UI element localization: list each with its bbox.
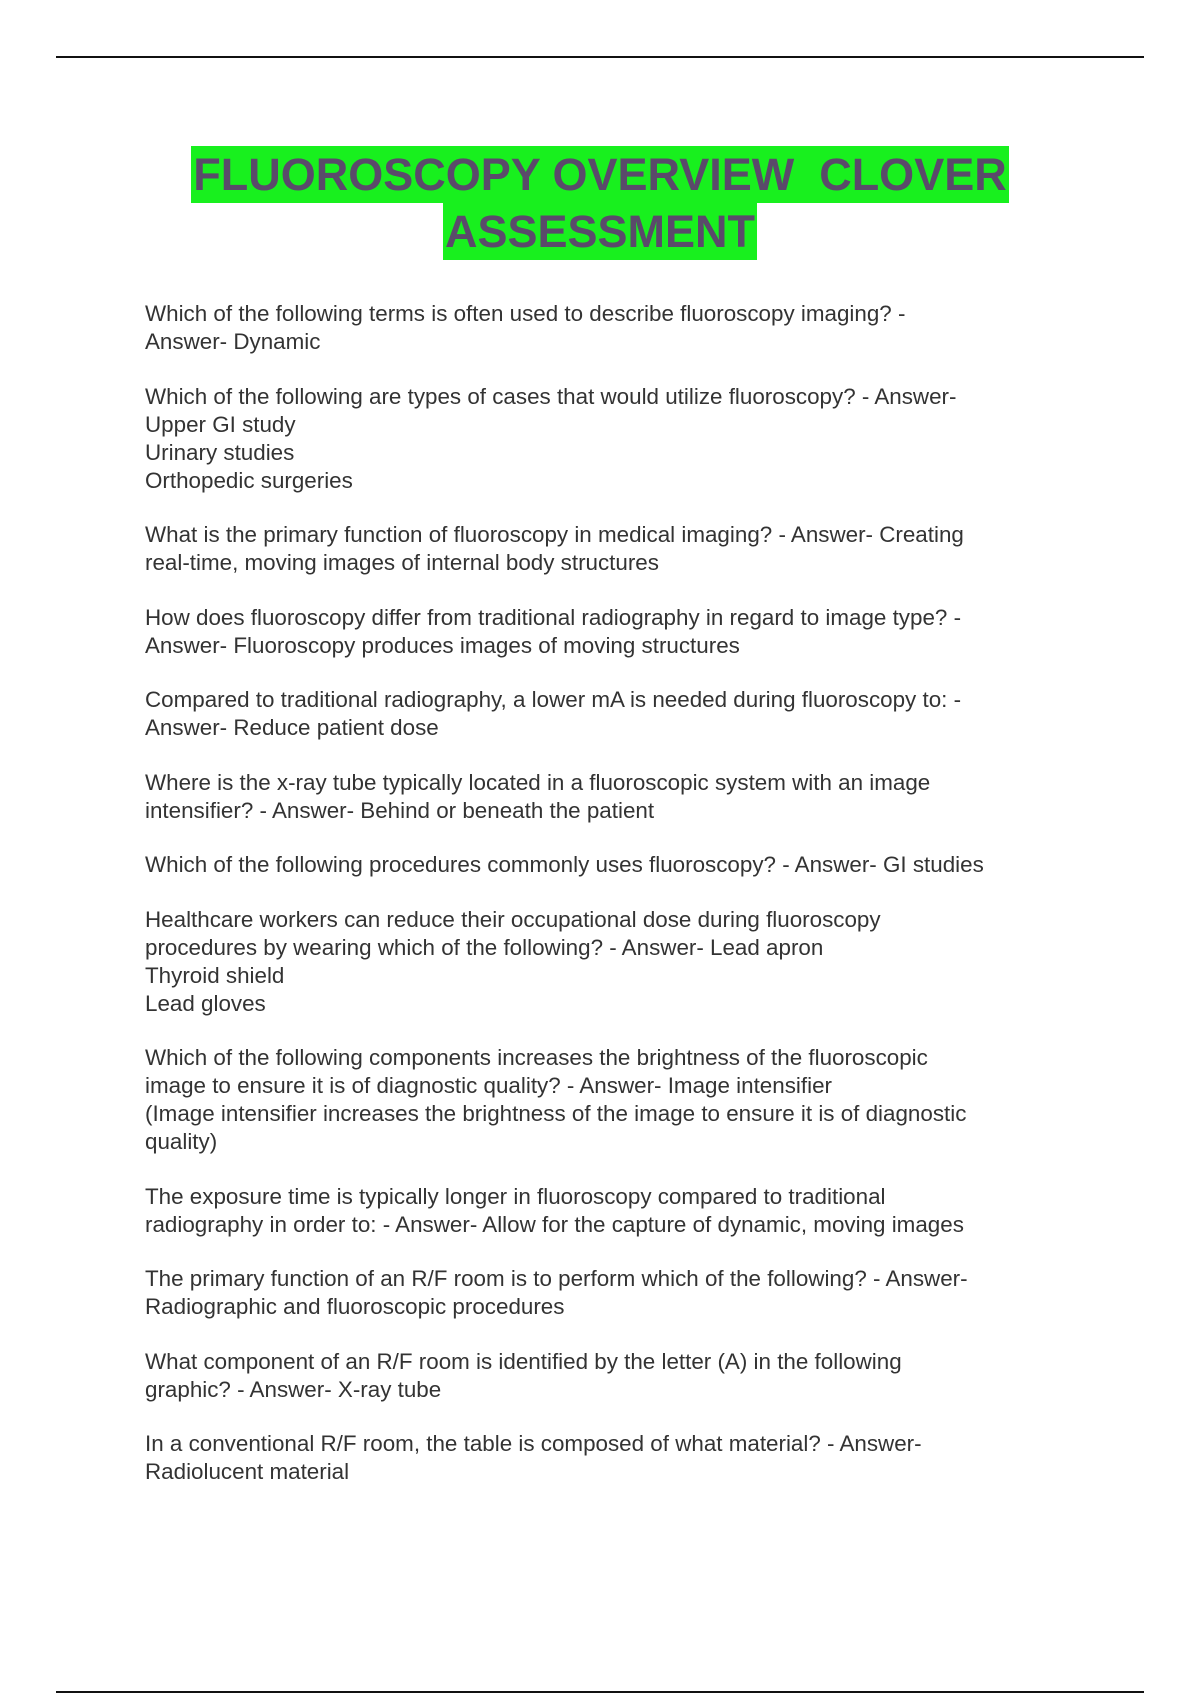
bottom-divider: [56, 1691, 1144, 1693]
qa-text-line: Which of the following terms is often used to describe fluoroscopy imaging? -: [145, 301, 906, 326]
qa-text-line: radiography in order to: - Answer- Allow for the capture of dynamic, moving images: [145, 1211, 964, 1237]
qa-text-line: procedures by wearing which of the following? - Answer- Lead apron: [145, 934, 824, 960]
qa-item: [145, 604, 1095, 660]
qa-text-line: Where is the x-ray tube typically located in a fluoroscopic system with an image: [145, 769, 931, 795]
qa-text-line: Radiolucent material: [145, 1459, 350, 1484]
qa-text-line: How does fluoroscopy differ from traditional radiography in regard to image type? -: [145, 604, 962, 630]
qa-item: [145, 906, 1095, 1018]
qa-text-line: Which of the following procedures commonly uses fluoroscopy? - Answer- GI studies: [145, 852, 984, 877]
qa-item: [145, 1348, 1095, 1404]
qa-item: [145, 521, 1095, 577]
title-line-1: FLUOROSCOPY OVERVIEW CLOVER: [191, 146, 1008, 203]
qa-text-line: Thyroid shield: [145, 962, 285, 988]
qa-text-line: graphic? - Answer- X-ray tube: [145, 1376, 442, 1402]
qa-text-line: What is the primary function of fluoroscopy in medical imaging? - Answer- Creating: [145, 522, 964, 547]
title-line-2: ASSESSMENT: [443, 203, 757, 260]
qa-item: [145, 1430, 1095, 1486]
qa-text-line: (Image intensifier increases the brightness of the image to ensure it is of diagnostic: [145, 1101, 967, 1126]
qa-text-line: Answer- Reduce patient dose: [145, 715, 439, 740]
qa-text-line: intensifier? - Answer- Behind or beneath the patient: [145, 797, 655, 823]
qa-text-line: real-time, moving images of internal body structures: [145, 550, 659, 575]
qa-text-line: The primary function of an R/F room is to perform which of the following? - Answer-: [145, 1266, 968, 1291]
qa-item: [145, 1044, 1095, 1156]
qa-item: [145, 851, 1095, 879]
qa-item: [145, 1183, 1095, 1239]
qa-text-line: Compared to traditional radiography, a lower mA is needed during fluoroscopy to: -: [145, 687, 962, 712]
qa-item: [145, 769, 1095, 825]
qa-item: [145, 1265, 1095, 1321]
qa-text-line: What component of an R/F room is identified by the letter (A) in the following: [145, 1348, 902, 1374]
qa-text-line: Healthcare workers can reduce their occupational dose during fluoroscopy: [145, 906, 881, 932]
qa-item: [145, 686, 1095, 742]
qa-text-line: Lead gloves: [145, 990, 266, 1016]
qa-text-line: quality): [145, 1129, 218, 1154]
document-title: [100, 146, 1100, 260]
qa-text-line: Answer- Fluoroscopy produces images of moving structures: [145, 632, 740, 658]
question-answer-list: [145, 300, 1095, 1513]
qa-text-line: image to ensure it is of diagnostic quality? - Answer- Image intensifier: [145, 1073, 832, 1098]
qa-text-line: Answer- Dynamic: [145, 329, 321, 354]
top-divider: [56, 56, 1144, 58]
qa-text-line: Which of the following components increases the brightness of the fluoroscopic: [145, 1045, 928, 1070]
qa-text-line: In a conventional R/F room, the table is composed of what material? - Answer-: [145, 1431, 922, 1456]
qa-text-line: Urinary studies: [145, 439, 295, 465]
qa-text-line: Upper GI study: [145, 411, 296, 437]
qa-text-line: Which of the following are types of cases that would utilize fluoroscopy? - Answer-: [145, 383, 957, 409]
qa-item: [145, 383, 1095, 495]
qa-text-line: Orthopedic surgeries: [145, 467, 353, 493]
qa-item: [145, 300, 1095, 356]
qa-text-line: Radiographic and fluoroscopic procedures: [145, 1294, 565, 1319]
qa-text-line: The exposure time is typically longer in fluoroscopy compared to traditional: [145, 1183, 886, 1209]
